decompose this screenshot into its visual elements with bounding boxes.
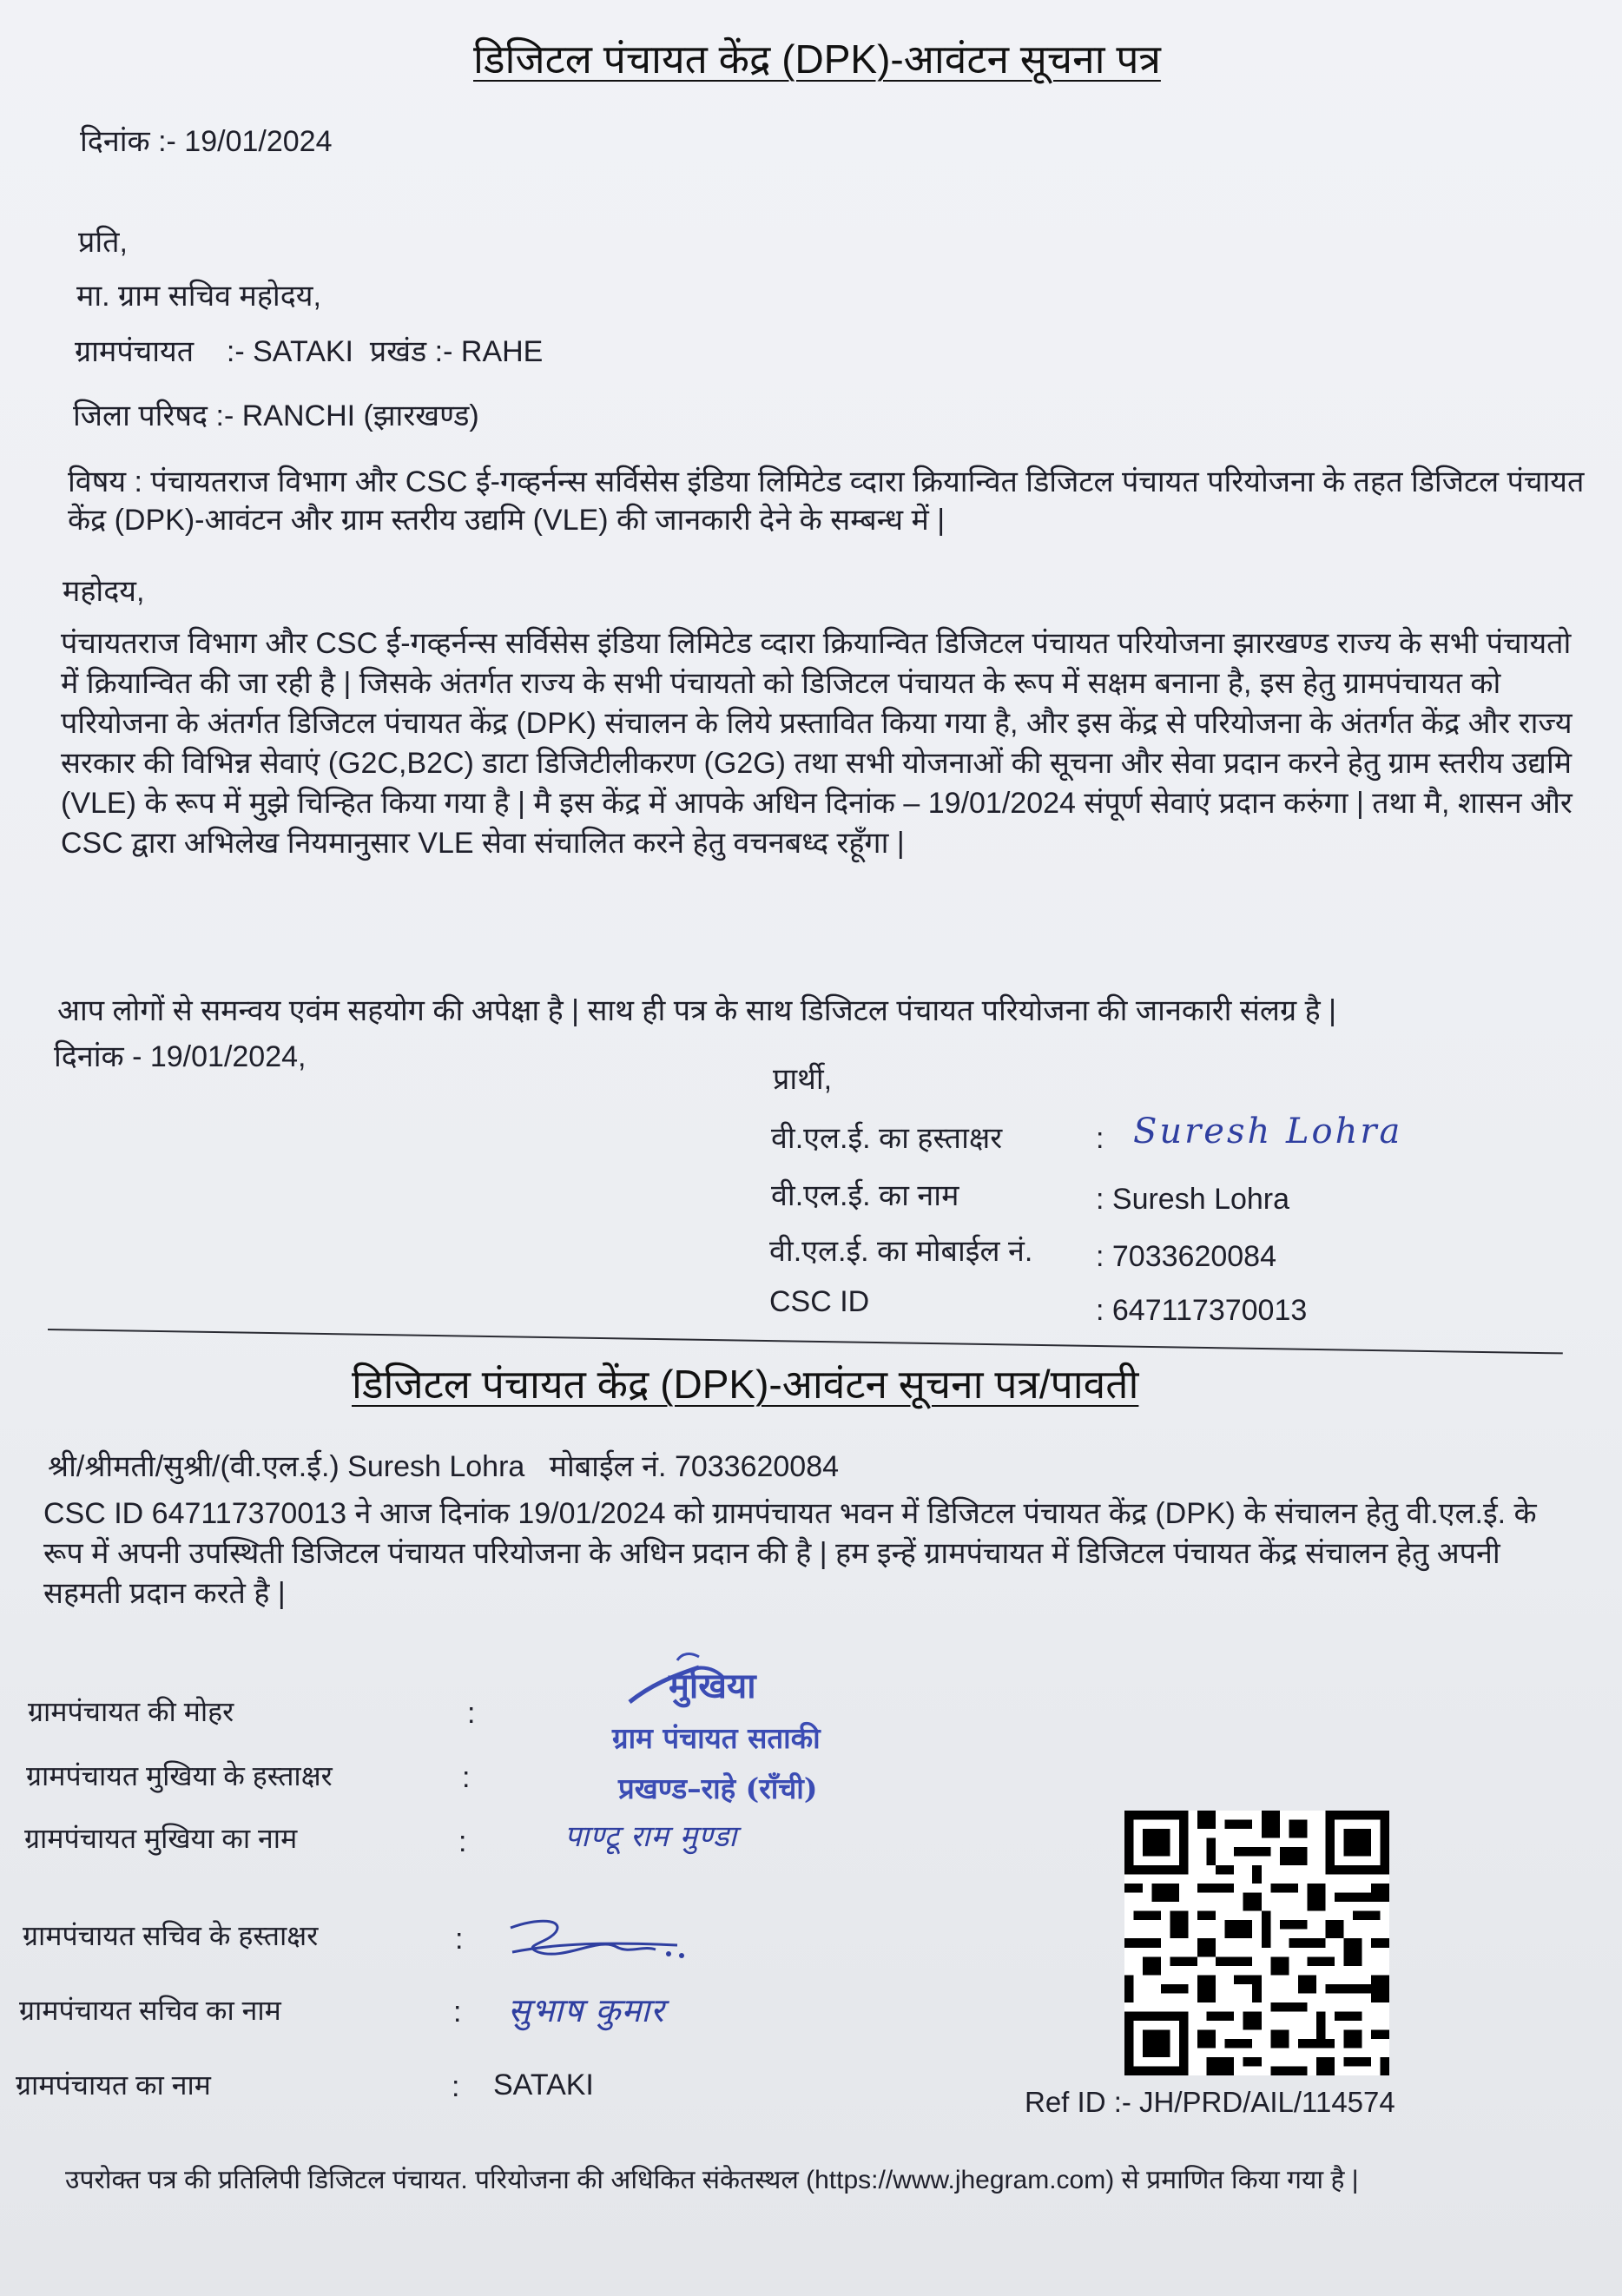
- ref-id: Ref ID :- JH/PRD/AIL/114574: [1025, 2086, 1395, 2118]
- salutation: महोदय,: [63, 575, 145, 608]
- section-divider: [48, 1329, 1563, 1354]
- csc-id-label: CSC ID: [769, 1285, 870, 1318]
- sachiv-signature: [504, 1910, 703, 1971]
- mukhiya-sign-colon: :: [462, 1761, 471, 1794]
- mukhiya-name-colon: :: [458, 1825, 467, 1858]
- vle-sign-colon: :: [1096, 1122, 1104, 1155]
- vle-name-label: वी.एल.ई. का नाम: [771, 1179, 959, 1212]
- gram-panchayat-line: ग्रामपंचायत :- SATAKI प्रखंड :- RAHE: [75, 335, 544, 368]
- sachiv-sign-label: ग्रामपंचायत सचिव के हस्ताक्षर: [23, 1920, 319, 1951]
- stamp-flourish: [625, 1650, 703, 1711]
- letter-title: डिजिटल पंचायत केंद्र (DPK)-आवंटन सूचना पत्र: [473, 36, 1161, 82]
- vle-name-value: : Suresh Lohra: [1096, 1183, 1290, 1216]
- panchayat-name-label: ग्रामपंचायत का नाम: [16, 2069, 211, 2101]
- mohar-label: ग्रामपंचायत की मोहर: [28, 1696, 234, 1727]
- mukhiya-sign-label: ग्रामपंचायत मुखिया के हस्ताक्षर: [26, 1760, 333, 1791]
- body-paragraph: पंचायतराज विभाग और CSC ई-गव्हर्नन्स सर्विसेस इंडिया लिमिटेड व्दारा क्रियान्वित डिजिटल पंचायत परियोजना झारखण्ड राज्य के सभी पंचायतो में क्रियान्वित की जा रही है | जिसके अंतर्गत राज्य के सभी पंचायतो को डिजिटल पंचायत के रूप में सक्षम बनाना है, इस हेतु ग्रामपंचायत को परियोजना के अंतर्गत डिजिटल पंचायत केंद्र (DPK) संचालन के लिये प्रस्तावित किया गया है, और इस केंद्र से परियोजना के अंतर्गत केंद्र और राज्य सरकार की विभिन्न सेवाएं (G2C,B2C) डाटा डिजिटीलीकरण (G2G) तथा सभी योजनाओं की सूचना और सेवा प्रदान करने हेतु ग्राम स्तरीय उद्यमि (VLE) के रूप में मुझे चिन्हित किया गया है | मै इस केंद्र में आपके अधिन दिनांक – 19/01/2024 संपूर्ण सेवाएं प्रदान करुंगा | तथा मै, शासन और CSC द्वारा अभिलेख नियमानुसार VLE सेवा संचालित करने हेतु वचनबध्द रहूँगा |: [61, 627, 1573, 860]
- letter-date: दिनांक :- 19/01/2024: [80, 125, 333, 158]
- qr-code: [1124, 1811, 1389, 2075]
- vle-sign-label: वी.एल.ई. का हस्ताक्षर: [771, 1122, 1003, 1155]
- panchayat-name-colon: :: [452, 2070, 460, 2103]
- sachiv-handwritten-name: सुभाष कुमार: [508, 1991, 665, 2029]
- mukhiya-handwritten-name: पाण्टू राम मुण्डा: [564, 1819, 738, 1854]
- receipt-paragraph: CSC ID 647117370013 ने आज दिनांक 19/01/2024 को ग्रामपंचायत भवन में डिजिटल पंचायत केंद्र (DPK) के संचालन हेतु वी.एल.ई. के रूप में अपनी उपस्थिती डिजिटल पंचायत परियोजना के अधिन प्रदान की है | हम इन्हें ग्रामपंचायत में डिजिटल पंचायत केंद्र संचालन हेतु अपनी सहमती प्रदान करते है |: [43, 1497, 1537, 1610]
- vle-signature: Suresh Lohra: [1133, 1112, 1403, 1151]
- panchayat-name-value: SATAKI: [493, 2068, 594, 2101]
- vle-mobile-label: वी.एल.ई. का मोबाईल नं.: [769, 1235, 1033, 1268]
- letter-date-2: दिनांक - 19/01/2024,: [54, 1040, 307, 1073]
- mohar-colon: :: [467, 1697, 476, 1730]
- sachiv-name-colon: :: [453, 1996, 462, 2029]
- sachiv-sign-colon: :: [455, 1923, 464, 1956]
- receipt-title: डिजिटल पंचायत केंद्र (DPK)-आवंटन सूचना पत्र/पावती: [352, 1362, 1139, 1407]
- zila-parishad-line: जिला परिषद :- RANCHI (झारखण्ड): [73, 399, 479, 432]
- stamp-prakhand: प्रखण्ड–राहे (राँची): [618, 1771, 818, 1805]
- vle-mobile-value: : 7033620084: [1096, 1240, 1276, 1273]
- closing-paragraph: आप लोगों से समन्वय एवंम सहयोग की अपेक्षा है | साथ ही पत्र के साथ डिजिटल पंचायत परियोजना की जानकारी संलग्र है |: [57, 994, 1336, 1027]
- prarthi-text: प्रार्थी,: [773, 1063, 833, 1096]
- prati-text: प्रति,: [78, 226, 128, 259]
- mukhiya-name-label: ग्रामपंचायत मुखिया का नाम: [24, 1823, 298, 1854]
- receipt-vle-line: श्री/श्रीमती/सुश्री/(वी.एल.ई.) Suresh Lohra मोबाईल नं. 7033620084: [48, 1450, 840, 1483]
- footer-note: उपरोक्त पत्र की प्रतिलिपी डिजिटल पंचायत. परियोजना की अधिकित संकेतस्थल (https://www.jhegram.com) से प्रमाणित किया गया है |: [65, 2166, 1359, 2194]
- stamp-panchayat: ग्राम पंचायत सताकी: [612, 1721, 821, 1755]
- stamp-mukhiya: मुखिया: [669, 1666, 756, 1706]
- addressee: मा. ग्राम सचिव महोदय,: [76, 280, 321, 313]
- subject-paragraph: विषय : पंचायतराज विभाग और CSC ई-गव्हर्नन्स सर्विसेस इंडिया लिमिटेड व्दारा क्रियान्वित डिजिटल पंचायत परियोजना के तहत डिजिटल पंचायत केंद्र (DPK)-आवंटन और ग्राम स्तरीय उद्यमि (VLE) की जानकारी देने के सम्बन्ध में |: [68, 465, 1585, 537]
- csc-id-value: : 647117370013: [1096, 1294, 1308, 1327]
- sachiv-name-label: ग्रामपंचायत सचिव का नाम: [19, 1995, 281, 2026]
